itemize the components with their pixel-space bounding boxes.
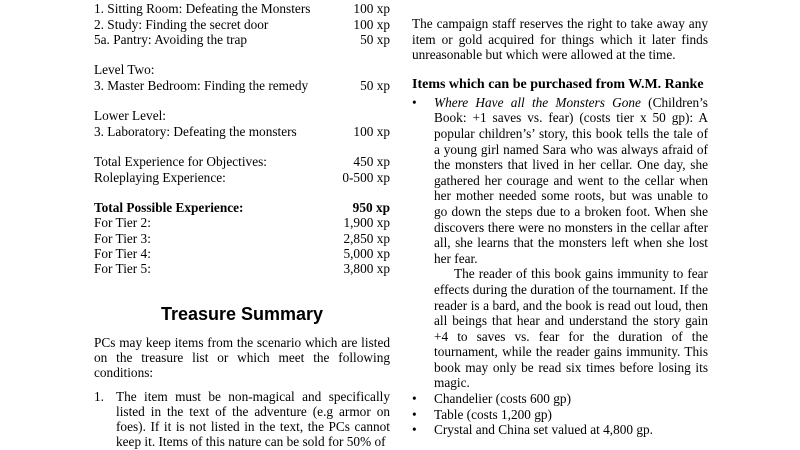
tier-row — [94, 231, 390, 246]
objective-name: 2. Study: Finding the secret door — [94, 16, 269, 32]
bullet: • — [412, 391, 417, 407]
conditions-list — [94, 389, 390, 450]
item-text: Table (costs 1,200 gp) — [434, 406, 552, 422]
list-item — [412, 422, 708, 438]
objective-name: 5a. Pantry: Avoiding the trap — [94, 31, 248, 47]
total-row — [94, 154, 390, 169]
objective-row — [94, 17, 390, 32]
total-xp: 0-500 xp — [342, 169, 390, 185]
item-text: Crystal and China set valued at 4,800 gp. — [434, 422, 653, 438]
objective-row — [94, 78, 390, 93]
list-item — [412, 407, 708, 423]
total-xp: 450 xp — [353, 154, 390, 170]
tier-name: For Tier 3: — [94, 230, 151, 246]
objective-xp: 50 xp — [360, 31, 390, 47]
tier-xp: 3,800 xp — [343, 261, 390, 277]
right-column — [412, 16, 708, 438]
total-name: Total Experience for Objectives: — [94, 154, 267, 170]
list-text: The item must be non-magical and specifically listed in the text of the adventure (e.g armor on foes). If it is not listed in the text, the PCs cannot keep it. Items of this nature can be sold for 50% of — [116, 388, 390, 450]
items-heading: Items which can be purchased from W.M. Ranke — [412, 76, 704, 92]
objective-xp: 100 xp — [353, 123, 390, 139]
total-possible-name: Total Possible Experience: — [94, 200, 244, 216]
tier-row — [94, 246, 390, 261]
book-effect: The reader of this book gains immunity to fear effects during the duration of the tournament. If the reader is a bard, and the book is read out loud, then all beings that hear and understand the story gain +4 to saves vs. fear for the duration of the tournament, while the reader gains immunity. This book may only be read six times before losing its magic. — [434, 266, 708, 391]
objective-xp: 50 xp — [360, 77, 390, 93]
list-item — [94, 389, 390, 450]
objective-name: 3. Laboratory: Defeating the monsters — [94, 123, 297, 139]
total-row — [94, 170, 390, 185]
tier-row — [94, 261, 390, 276]
objective-xp: 100 xp — [353, 1, 390, 17]
bullet: • — [412, 94, 417, 110]
total-possible-row — [94, 200, 390, 215]
tier-xp: 2,850 xp — [343, 230, 390, 246]
tier-name: For Tier 4: — [94, 246, 151, 262]
treasure-intro: PCs may keep items from the scenario which are listed on the treasure list or which meet the following conditions: — [94, 334, 390, 381]
bullet: • — [412, 422, 417, 438]
tier-xp: 1,900 xp — [343, 215, 390, 231]
objective-row — [94, 32, 390, 47]
objective-name: 1. Sitting Room: Defeating the Monsters — [94, 1, 311, 17]
tier-xp: 5,000 xp — [343, 246, 390, 262]
objective-row — [94, 1, 390, 16]
book-title: Where Have all the Monsters Gone — [434, 94, 641, 110]
book-description: (Children’s Book: +1 saves vs. fear) (costs tier x 50 gp): A popular children’s’ story, this book tells the tale of a young girl named Sara who was always afraid of the monsters that lived in her cellar. One day, she gathered her courage and went to the cellar when her mother needed some roots, but was unable to go down the steps due to a broken foot. When she discovers there were no monsters in the cellar after all, she learns that the monsters left when she lost her fear. — [434, 94, 708, 266]
objective-row — [94, 124, 390, 139]
item-text: Chandelier (costs 600 gp) — [434, 391, 572, 407]
objective-xp: 100 xp — [353, 16, 390, 32]
list-item — [412, 95, 708, 391]
tier-name: For Tier 2: — [94, 215, 151, 231]
bullet: • — [412, 406, 417, 422]
book-entry — [434, 95, 708, 267]
staff-note: The campaign staff reserves the right to take away any item or gold acquired for things which it later finds unreasonable but which were allowed at the time. — [412, 16, 708, 63]
objective-name: 3. Master Bedroom: Finding the remedy — [94, 77, 309, 93]
lower-level-label: Lower Level: — [94, 108, 166, 124]
total-possible-xp: 950 xp — [352, 200, 390, 216]
list-number: 1. — [94, 388, 104, 404]
treasure-summary-heading: Treasure Summary — [160, 303, 324, 324]
total-name: Roleplaying Experience: — [94, 169, 226, 185]
tier-name: For Tier 5: — [94, 261, 151, 277]
level-two-label: Level Two: — [94, 62, 155, 78]
list-item — [412, 391, 708, 407]
tier-row — [94, 215, 390, 230]
items-list — [412, 95, 708, 438]
left-column — [94, 0, 390, 450]
